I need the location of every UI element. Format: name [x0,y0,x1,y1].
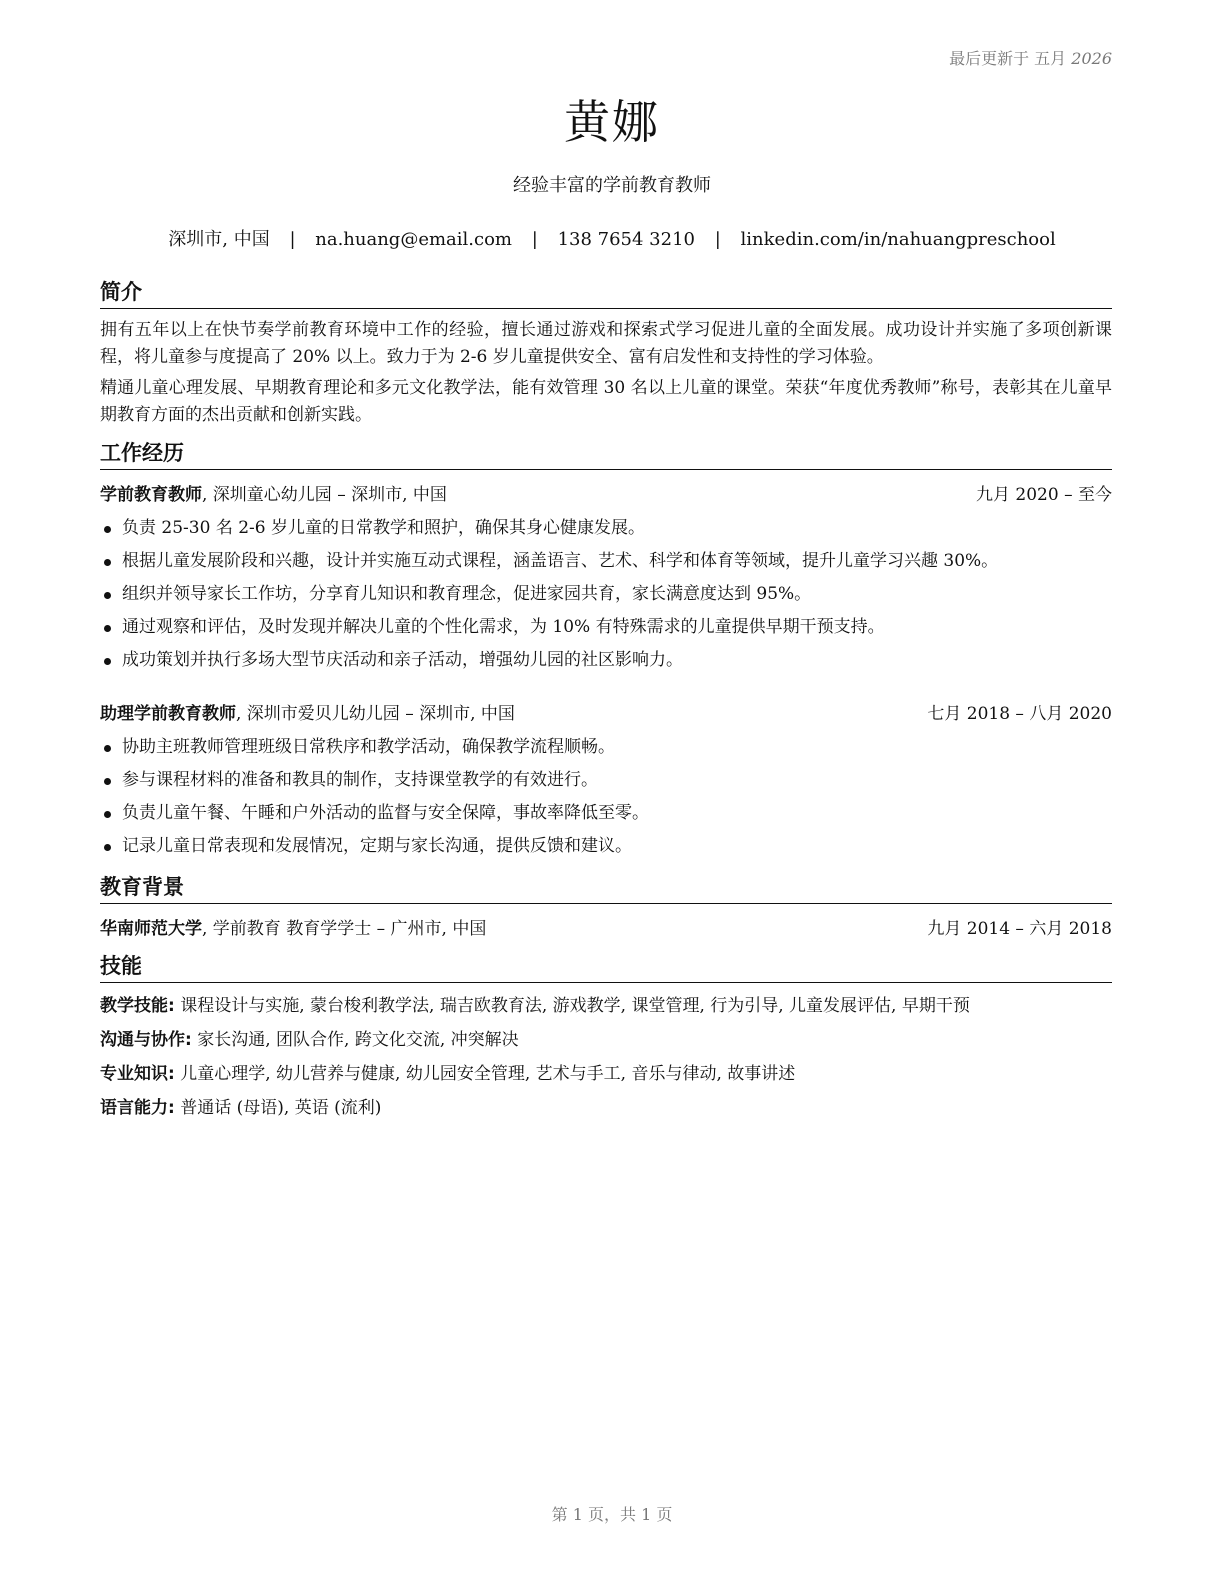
skill-line [100,1023,1112,1057]
job-dates: 九月 2020 – 至今 [976,485,1112,505]
skill-line [100,989,1112,1023]
job-entry [100,482,1112,677]
education-school: 华南师范大学 [100,919,202,939]
summary-paragraph: 拥有五年以上在快节奏学前教育环境中工作的经验，擅长通过游戏和探索式学习促进儿童的全面发展。成功设计并实施了多项创新课程，将儿童参与度提高了 20% 以上。致力于为 2-6 岁儿童提供安全、富有启发性和支持性的学习体验。 [100,320,1112,367]
candidate-name: 黄娜 [564,95,660,149]
contact-phone: 138 7654 3210 [557,229,695,250]
skills-section [100,952,1112,1125]
experience-section [100,439,1112,863]
job-role: 助理学前教育教师 [100,704,236,724]
list-item: 协助主班教师管理班级日常秩序和教学活动，确保教学流程顺畅。 [100,731,1112,764]
skills-title: 技能 [100,952,1112,983]
list-item: 参与课程材料的准备和教具的制作，支持课堂教学的有效进行。 [100,764,1112,797]
job-role: 学前教育教师 [100,485,202,505]
summary-title: 简介 [100,278,1112,309]
job-header [100,482,1112,508]
education-dates: 九月 2014 – 六月 2018 [927,919,1112,939]
list-item: 成功策划并执行多场大型节庆活动和亲子活动，增强幼儿园的社区影响力。 [100,644,1112,677]
last-updated-year: 2026 [1071,49,1112,68]
contact-location: 深圳市, 中国 [168,229,270,250]
skill-label: 教学技能: [100,996,175,1016]
contact-separator: | [714,229,721,250]
experience-title: 工作经历 [100,439,1112,470]
job-org: , 深圳童心幼儿园 – 深圳市, 中国 [202,485,447,505]
skill-label: 专业知识: [100,1064,175,1084]
last-updated-prefix: 最后更新于 [949,49,1030,68]
contact-info [0,225,1224,251]
job-bullets [100,731,1112,863]
list-item: 根据儿童发展阶段和兴趣，设计并实施互动式课程，涵盖语言、艺术、科学和体育等领域，提升儿童学习兴趣 30%。 [100,545,1112,578]
job-title-org [100,701,515,727]
job-bullets [100,512,1112,677]
education-title: 教育背景 [100,873,1112,904]
contact-linkedin-link[interactable]: linkedin.com/in/nahuangpreschool [740,229,1056,250]
job-dates: 七月 2018 – 八月 2020 [927,704,1112,724]
education-entry [100,916,1112,942]
contact-email-link[interactable]: na.huang@email.com [315,229,513,250]
summary-paragraph: 精通儿童心理发展、早期教育理论和多元文化教学法，能有效管理 30 名以上儿童的课堂。荣获“年度优秀教师”称号，表彰其在儿童早期教育方面的杰出贡献和创新实践。 [100,378,1112,425]
list-item: 负责 25-30 名 2-6 岁儿童的日常教学和照护，确保其身心健康发展。 [100,512,1112,545]
candidate-headline: 经验丰富的学前教育教师 [513,175,711,196]
list-item: 记录儿童日常表现和发展情况，定期与家长沟通，提供反馈和建议。 [100,830,1112,863]
job-header [100,701,1112,727]
job-org: , 深圳市爱贝儿幼儿园 – 深圳市, 中国 [236,704,515,724]
resume-content [100,278,1112,1135]
list-item: 通过观察和评估，及时发现并解决儿童的个性化需求，为 10% 有特殊需求的儿童提供早期干预支持。 [100,611,1112,644]
job-title-org [100,482,447,508]
last-updated-month: 五月 [1034,49,1067,68]
skill-label: 语言能力: [100,1098,175,1118]
page-number: 第 1 页，共 1 页 [551,1505,673,1524]
list-item: 负责儿童午餐、午睡和户外活动的监督与安全保障，事故率降低至零。 [100,797,1112,830]
skill-line [100,1057,1112,1091]
education-section [100,873,1112,942]
skill-value: 普通话 (母语), 英语 (流利) [174,1098,382,1118]
list-item: 组织并领导家长工作坊，分享育儿知识和教育理念，促进家园共育，家长满意度达到 95%。 [100,578,1112,611]
job-entry [100,701,1112,863]
skill-label: 沟通与协作: [100,1030,192,1050]
contact-separator: | [289,229,296,250]
skill-value: 家长沟通, 团队合作, 跨文化交流, 冲突解决 [191,1030,519,1050]
skill-line [100,1091,1112,1125]
last-updated [949,46,1112,69]
education-detail: , 学前教育 教育学学士 – 广州市, 中国 [202,919,487,939]
summary-section [100,278,1112,429]
contact-separator: | [531,229,538,250]
skill-value: 课程设计与实施, 蒙台梭利教学法, 瑞吉欧教育法, 游戏教学, 课堂管理, 行为引导, 儿童发展评估, 早期干预 [174,996,970,1016]
skill-value: 儿童心理学, 幼儿营养与健康, 幼儿园安全管理, 艺术与手工, 音乐与律动, 故事讲述 [174,1064,796,1084]
education-school-detail [100,916,486,942]
